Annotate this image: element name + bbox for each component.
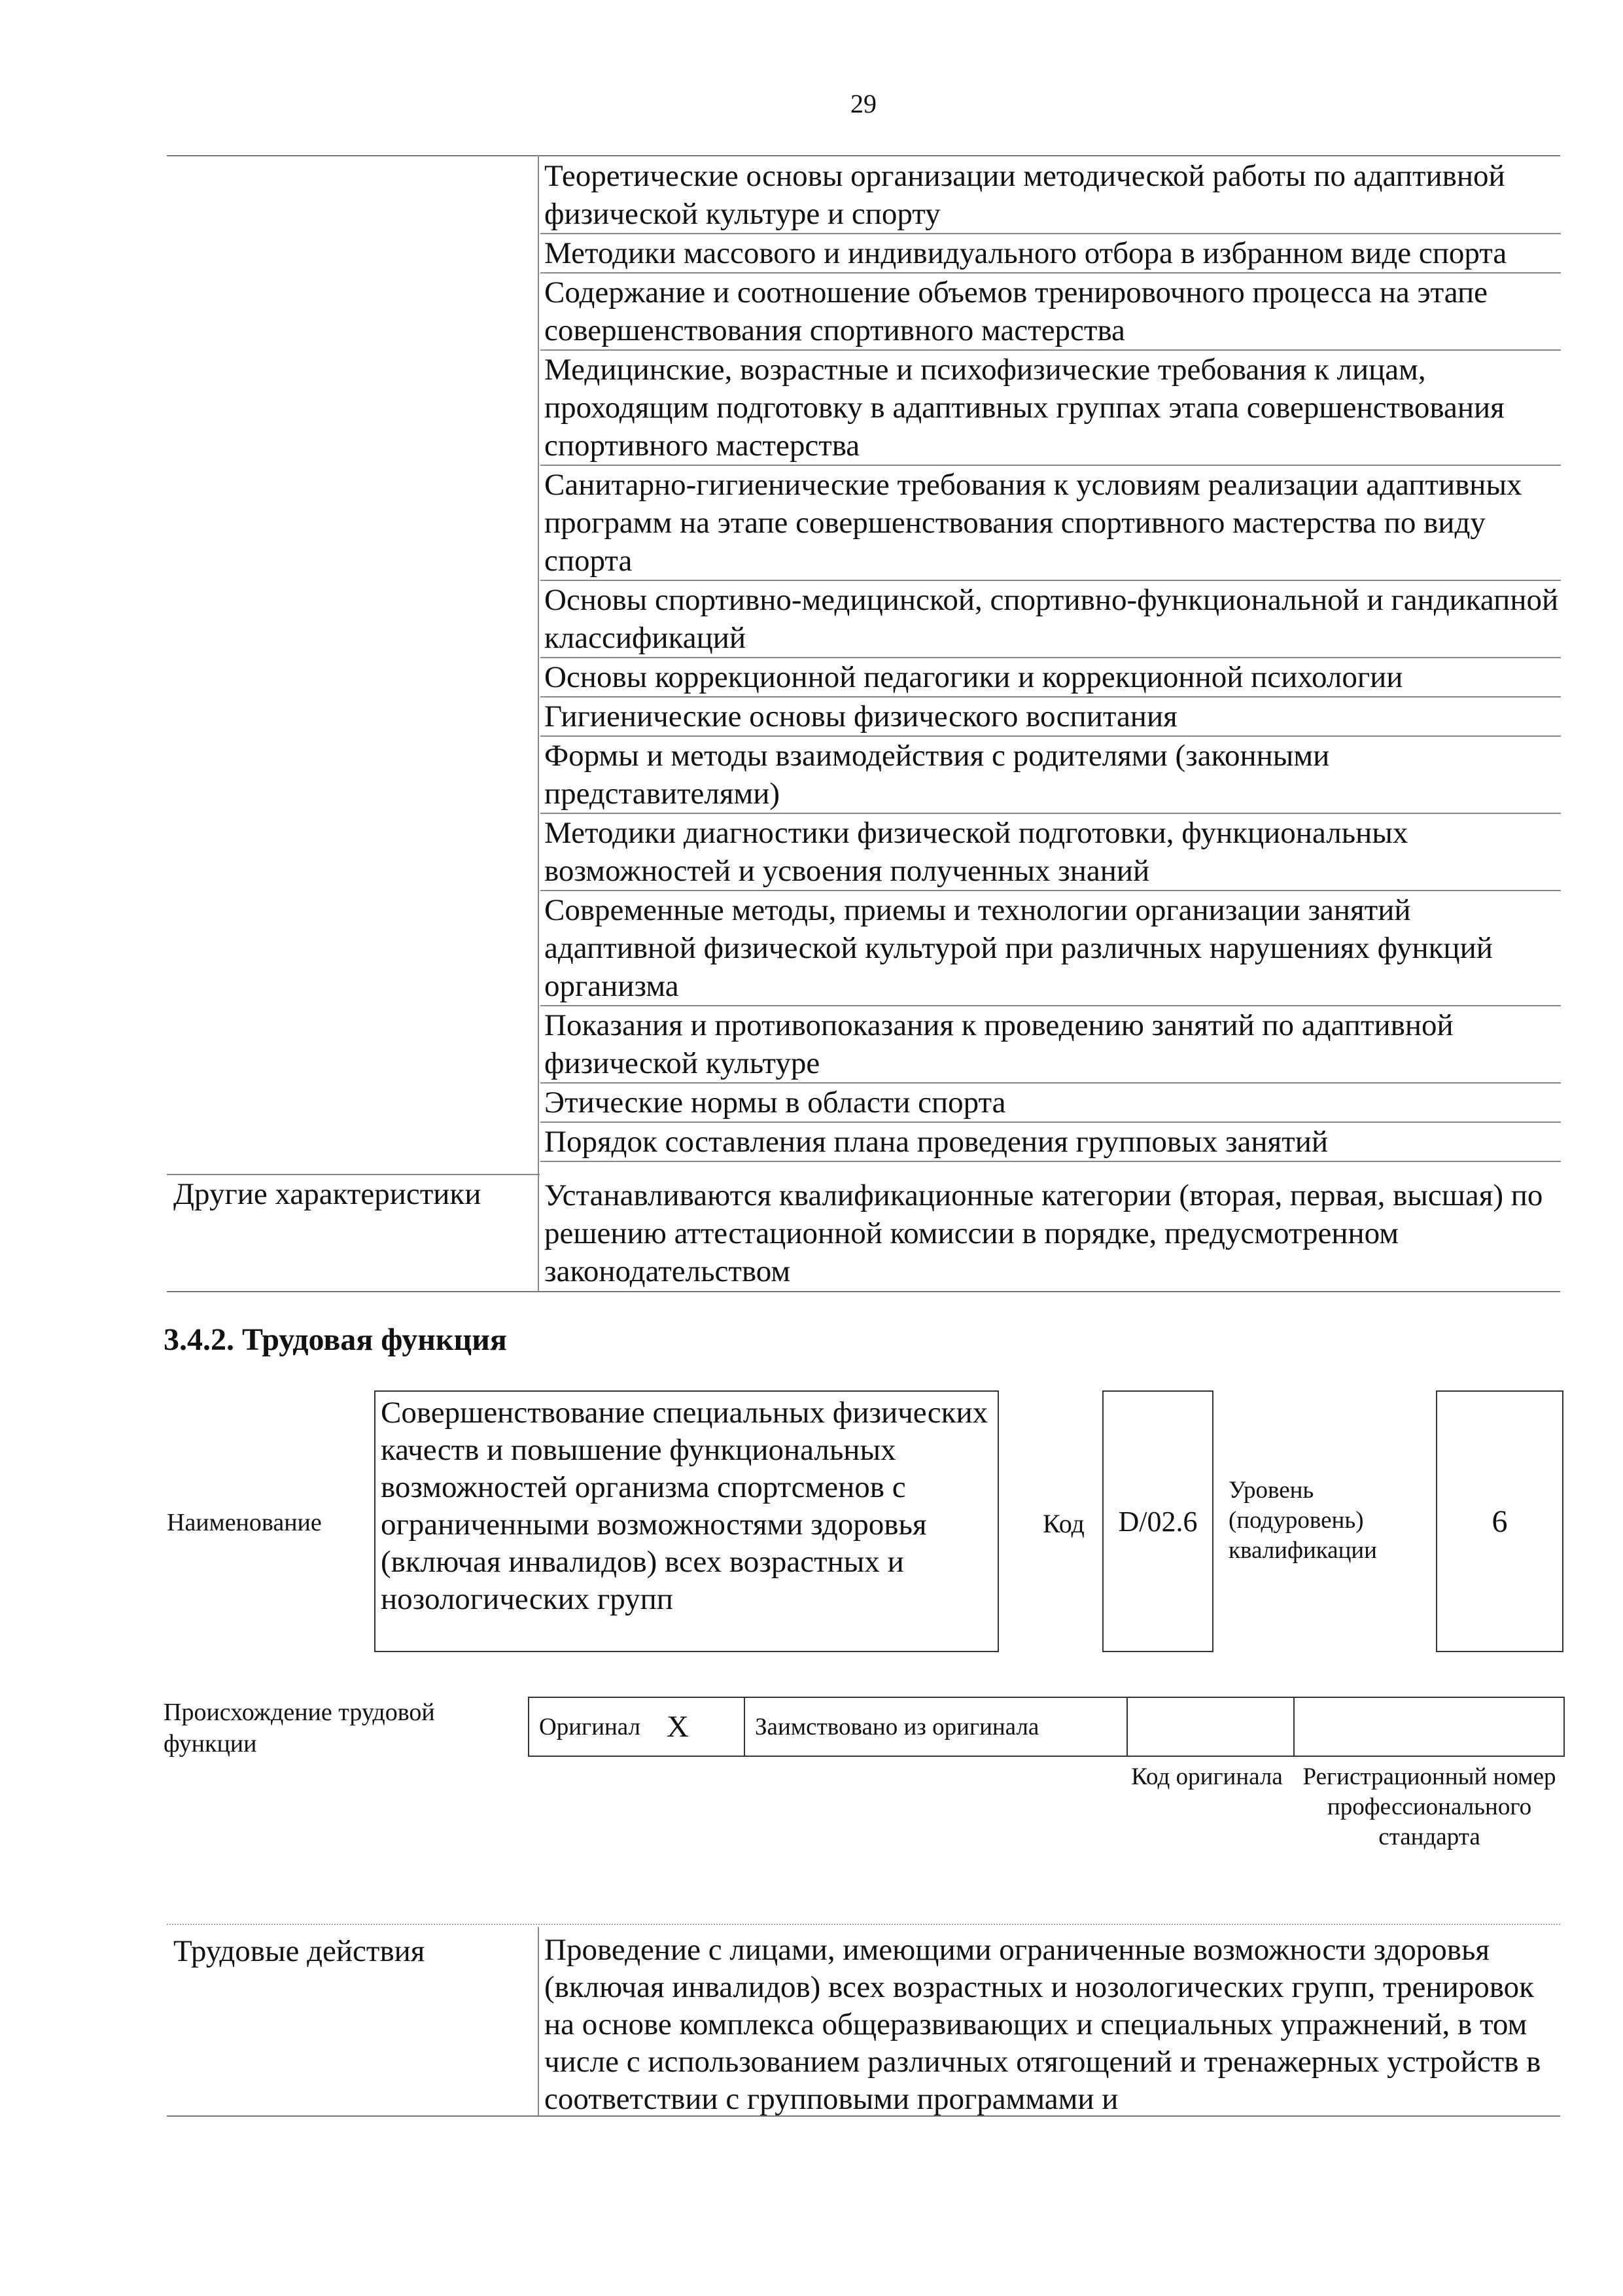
- origin-borrowed-cell: [744, 1697, 1126, 1757]
- origin-table: [528, 1697, 1565, 1757]
- knowledge-item: Гигиенические основы физического воспитания: [540, 698, 1561, 737]
- knowledge-item: Формы и методы взаимодействия с родителями (законными представителями): [540, 737, 1561, 814]
- table-top-rule: [167, 155, 1560, 156]
- actions-top-rule: [167, 1924, 1560, 1925]
- knowledge-item: Показания и противопоказания к проведению занятий по адаптивной физической культуре: [540, 1006, 1561, 1084]
- knowledge-item: Порядок составления плана проведения групповых занятий: [540, 1123, 1561, 1162]
- reg-number-caption: Регистрационный номер профессионального стандарта: [1302, 1763, 1556, 1850]
- function-name-box: Совершенствование специальных физических качеств и повышение функциональных возможностей организма спортсменов с ограниченными возможностями здоровья (включая инвалидов) всех возрастных и нозологических групп: [374, 1390, 999, 1652]
- code-label: Код: [1043, 1509, 1085, 1538]
- knowledge-item: Современные методы, приемы и технологии организации занятий адаптивной физической культурой при различных нарушениях функций организма: [540, 891, 1561, 1006]
- original-label: Оригинал: [539, 1713, 641, 1740]
- original-mark: X: [667, 1710, 689, 1744]
- other-row-rule: [167, 1174, 540, 1175]
- other-characteristics-text: Устанавливаются квалификационные категории (вторая, первая, высшая) по решению аттестационной комиссии в порядке, предусмотренном законодательством: [544, 1178, 1543, 1288]
- knowledge-item: Методики массового и индивидуального отбора в избранном виде спорта: [540, 234, 1561, 274]
- table-bottom-rule: [167, 1291, 1560, 1292]
- labor-actions-text: Проведение с лицами, имеющими ограниченные возможности здоровья (включая инвалидов) всех возрастных и нозологических групп, тренировок на основе комплекса общеразвивающих и специальных упражнений, в том числе с использованием различных отягощений и тренажерных устройств в соответствии с групповыми программами и: [544, 1933, 1541, 2116]
- origin-label: Происхождение трудовой функции: [164, 1699, 435, 1757]
- original-code-cell: [1126, 1697, 1293, 1757]
- knowledge-item: Основы коррекционной педагогики и коррекционной психологии: [540, 658, 1561, 698]
- actions-bottom-rule: [167, 2115, 1560, 2117]
- labor-actions-label: Трудовые действия: [173, 1934, 425, 1968]
- knowledge-item: Теоретические основы организации методической работы по адаптивной физической культуре и спорту: [540, 157, 1561, 234]
- other-characteristics-label: Другие характеристики: [173, 1177, 481, 1211]
- knowledge-item: Этические нормы в области спорта: [540, 1084, 1561, 1123]
- knowledge-item: Содержание и соотношение объемов тренировочного процесса на этапе совершенствования спортивного мастерства: [540, 274, 1561, 351]
- knowledge-item: Санитарно-гигиенические требования к условиям реализации адаптивных программ на этапе совершенствования спортивного мастерства по виду спорта: [540, 466, 1561, 581]
- table-column-divider: [538, 155, 539, 1292]
- page-number: 29: [850, 89, 877, 118]
- function-code-box: D/02.6: [1102, 1390, 1213, 1652]
- knowledge-list: [540, 157, 1561, 1162]
- section-title: 3.4.2. Трудовая функция: [164, 1322, 507, 1357]
- level-box: 6: [1436, 1390, 1563, 1652]
- name-label: Наименование: [167, 1509, 322, 1536]
- actions-column-divider: [538, 1927, 539, 2115]
- knowledge-item: Медицинские, возрастные и психофизические требования к лицам, проходящим подготовку в адаптивных группах этапа совершенствования спортивного мастерства: [540, 351, 1561, 466]
- origin-original-cell: [528, 1697, 744, 1757]
- reg-number-cell: [1293, 1697, 1565, 1757]
- level-label: Уровень (подуровень) квалификации: [1229, 1477, 1377, 1564]
- knowledge-item: Методики диагностики физической подготовки, функциональных возможностей и усвоения полученных знаний: [540, 814, 1561, 891]
- knowledge-item: Основы спортивно-медицинской, спортивно-функциональной и гандикапной классификаций: [540, 581, 1561, 658]
- borrowed-label: Заимствовано из оригинала: [755, 1713, 1039, 1740]
- code-original-caption: Код оригинала: [1131, 1763, 1283, 1790]
